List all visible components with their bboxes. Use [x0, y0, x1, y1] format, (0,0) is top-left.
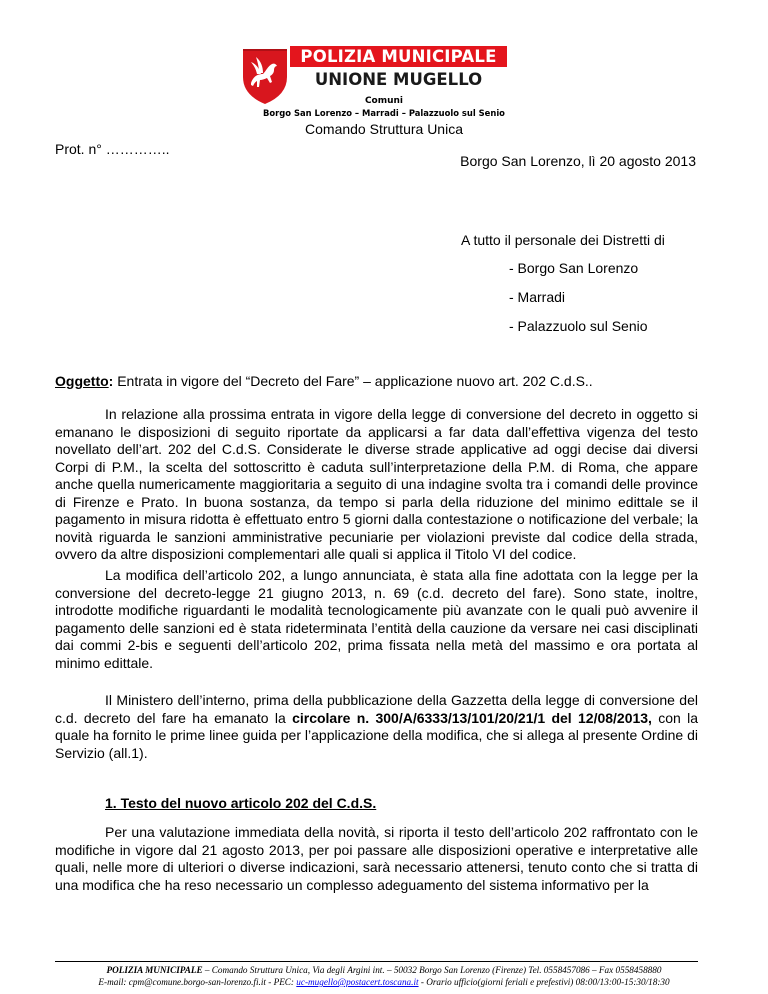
addressee-item: - Marradi: [509, 289, 566, 305]
paragraph-3-text-a: Il Ministero dell’interno, prima della pubblicazione della Gazzetta della legge di conversione del c.d. decreto del fare ha emanato la: [55, 692, 698, 726]
comando-label: Comando Struttura Unica: [305, 121, 463, 137]
footer-line-1: [0, 965, 768, 975]
footer-divider: [55, 961, 698, 962]
comuni-list: Borgo San Lorenzo – Marradi – Palazzuolo sul Senio: [263, 108, 505, 118]
addressee-item: - Palazzuolo sul Senio: [509, 318, 648, 334]
comuni-label: Comuni: [364, 96, 404, 106]
subject-label: Oggetto: [55, 373, 109, 389]
body-paragraph-4: Per una valutazione immediata della novità, si riporta il testo dell’articolo 202 raffrontato con le modifiche in vigore dal 21 agosto 2013, per poi passare alle disposizioni operative e interpretative alle quali, nelle more di ulteriori o diverse indicazioni, sarà necessario attenersi, tenuto conto che si tratta di una modifica che ha reso necessario un complesso adeguamento del sistema informativo per la: [55, 824, 698, 893]
subject-line: [55, 373, 593, 389]
brand-banner: [290, 46, 507, 67]
body-paragraph-2: La modifica dell’articolo 202, a lungo annunciata, è stata alla fine adottata con la legge per la conversione del decreto-legge 21 giugno 2013, n. 69 (c.d. decreto del fare). Sono state, inoltre, introdotte modifiche riguardanti le modalità tecnologicamente più avanzate con le quali può avvenire il pagamento delle sanzioni ed è stata rideterminata l’entità della cauzione da versare nei casi disciplinati dai commi 2-bis e seguenti dell’articolo 202, prima fissata nella metà del massimo e ora portata al minimo edittale.: [55, 567, 698, 671]
date-line: Borgo San Lorenzo, lì 20 agosto 2013: [460, 153, 696, 169]
footer-pec-link[interactable]: uc-mugello@postacert.toscana.it: [296, 977, 419, 987]
footer-org: POLIZIA MUNICIPALE: [106, 965, 203, 975]
body-paragraph-1: In relazione alla prossima entrata in vigore della legge di conversione del decreto in oggetto si emanano le disposizioni di seguito riportate da applicarsi a far data dall’effettiva vigenza del testo novellato dell’art. 202 del C.d.S. Considerate le diverse strade applicative ad oggi decise dai diversi Corpi di P.M., la scelta del sottoscritto è caduta sull’interpretazione della P.M. di Roma, che appare anche quella numericamente maggioritaria a seguito di una indagine svolta tra i comandi delle province di Firenze e Prato. In buona sostanza, da tempo si parla della riduzione del minimo edittale se il pagamento in misura ridotta è effettuato entro 5 giorni dalla contestazione o notificazione del verbale; la novità riguarda le sanzioni amministrative pecuniarie per violazioni previste dal codice della strada, ovvero da altre disposizioni complementari alle quali si applica il Titolo VI del codice.: [55, 406, 698, 562]
protocol-number: Prot. n° …………..: [55, 141, 170, 157]
footer-address: – Comando Struttura Unica, Via degli Argini int. – 50032 Borgo San Lorenzo (Firenze) Tel. 0558457086 – Fax 0558458880: [202, 965, 662, 975]
footer-email: E-mail: cpm@comune.borgo-san-lorenzo.fi.it - PEC:: [98, 977, 297, 987]
paragraph-3-text-b: con la quale ha fornito le prime linee guida per l’applicazione della modifica, che si allega al presente Ordine di Servizio (all.1).: [55, 709, 699, 761]
footer-line-2: [0, 977, 768, 987]
subject-text: Entrata in vigore del “Decreto del Fare” – applicazione nuovo art. 202 C.d.S..: [113, 373, 593, 389]
subject-colon: :: [108, 373, 114, 389]
circular-reference: circolare n. 300/A/6333/13/101/20/21/1 del 12/08/2013,: [292, 709, 652, 726]
addressee-intro: A tutto il personale dei Distretti di: [461, 232, 665, 248]
brand-subtitle: UNIONE MUGELLO: [314, 70, 483, 89]
section-title: 1. Testo del nuovo articolo 202 del C.d.S.: [105, 795, 377, 811]
brand-title: POLIZIA MUNICIPALE: [300, 47, 497, 66]
footer-hours: - Orario ufficio(giorni feriali e prefestivi) 08:00/13:00-15:30/18:30: [418, 977, 670, 987]
body-paragraph-3: [55, 692, 698, 762]
addressee-item: - Borgo San Lorenzo: [509, 260, 639, 276]
